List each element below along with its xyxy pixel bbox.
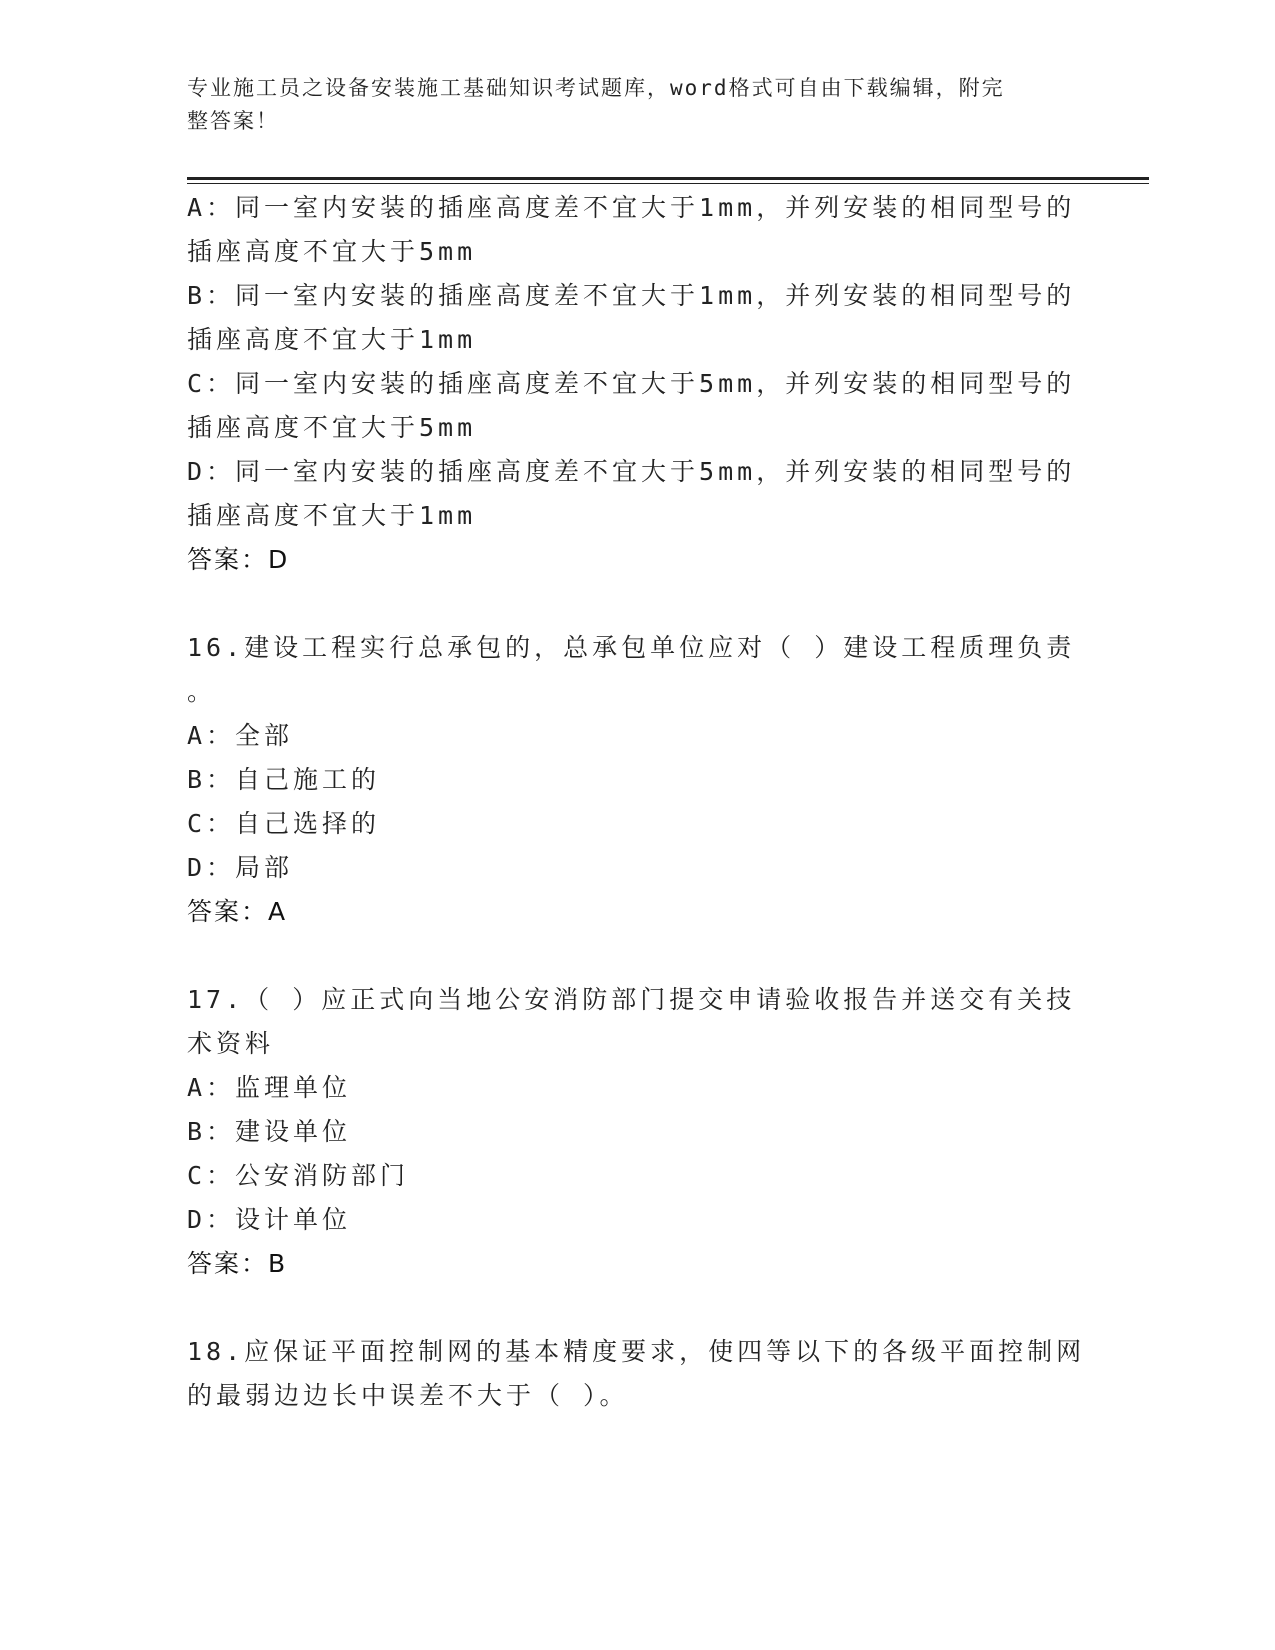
q16-option-a: A：全部 — [187, 721, 294, 750]
q15-option-d-line-1: D：同一室内安装的插座高度差不宜大于5mm，并列安装的相同型号的 — [187, 457, 1076, 486]
q16-option-d: D：局部 — [187, 853, 294, 882]
q16-stem-line-2: 。 — [187, 677, 217, 706]
q16-stem-line-1: 16.建设工程实行总承包的，总承包单位应对（ ）建设工程质理负责 — [187, 633, 1076, 662]
q17-option-c: C：公安消防部门 — [187, 1161, 410, 1190]
header-line-2: 整答案！ — [187, 109, 279, 133]
q18-stem-line-1: 18.应保证平面控制网的基本精度要求，使四等以下的各级平面控制网 — [187, 1337, 1086, 1366]
header-rule-thick — [187, 177, 1149, 180]
q15-option-a-line-1: A：同一室内安装的插座高度差不宜大于1mm，并列安装的相同型号的 — [187, 193, 1076, 222]
q17-stem-line-1: 17.（ ）应正式向当地公安消防部门提交申请验收报告并送交有关技 — [187, 985, 1076, 1014]
q15-option-c-line-1: C：同一室内安装的插座高度差不宜大于5mm，并列安装的相同型号的 — [187, 369, 1076, 398]
q16-option-b: B：自己施工的 — [187, 765, 381, 794]
header-rule-thin — [187, 183, 1149, 184]
q15-option-b-line-1: B：同一室内安装的插座高度差不宜大于1mm，并列安装的相同型号的 — [187, 281, 1076, 310]
q15-option-c-line-2: 插座高度不宜大于5mm — [187, 413, 477, 442]
q18-stem-line-2: 的最弱边边长中误差不大于（ ）。 — [187, 1381, 629, 1410]
document-header — [187, 72, 1067, 138]
q17-answer: 答案：B — [187, 1249, 288, 1278]
q15-answer: 答案：D — [187, 545, 290, 574]
q15-option-d-line-2: 插座高度不宜大于1mm — [187, 501, 477, 530]
q17-option-d: D：设计单位 — [187, 1205, 352, 1234]
header-line-1: 专业施工员之设备安装施工基础知识考试题库，word格式可自由下载编辑，附完 — [187, 76, 1005, 100]
q17-stem-line-2: 术资料 — [187, 1029, 275, 1058]
q15-option-b-line-2: 插座高度不宜大于1mm — [187, 325, 477, 354]
q15-option-a-line-2: 插座高度不宜大于5mm — [187, 237, 477, 266]
q17-option-b: B：建设单位 — [187, 1117, 352, 1146]
q17-option-a: A：监理单位 — [187, 1073, 352, 1102]
q16-option-c: C：自己选择的 — [187, 809, 381, 838]
q16-answer: 答案：A — [187, 897, 288, 926]
